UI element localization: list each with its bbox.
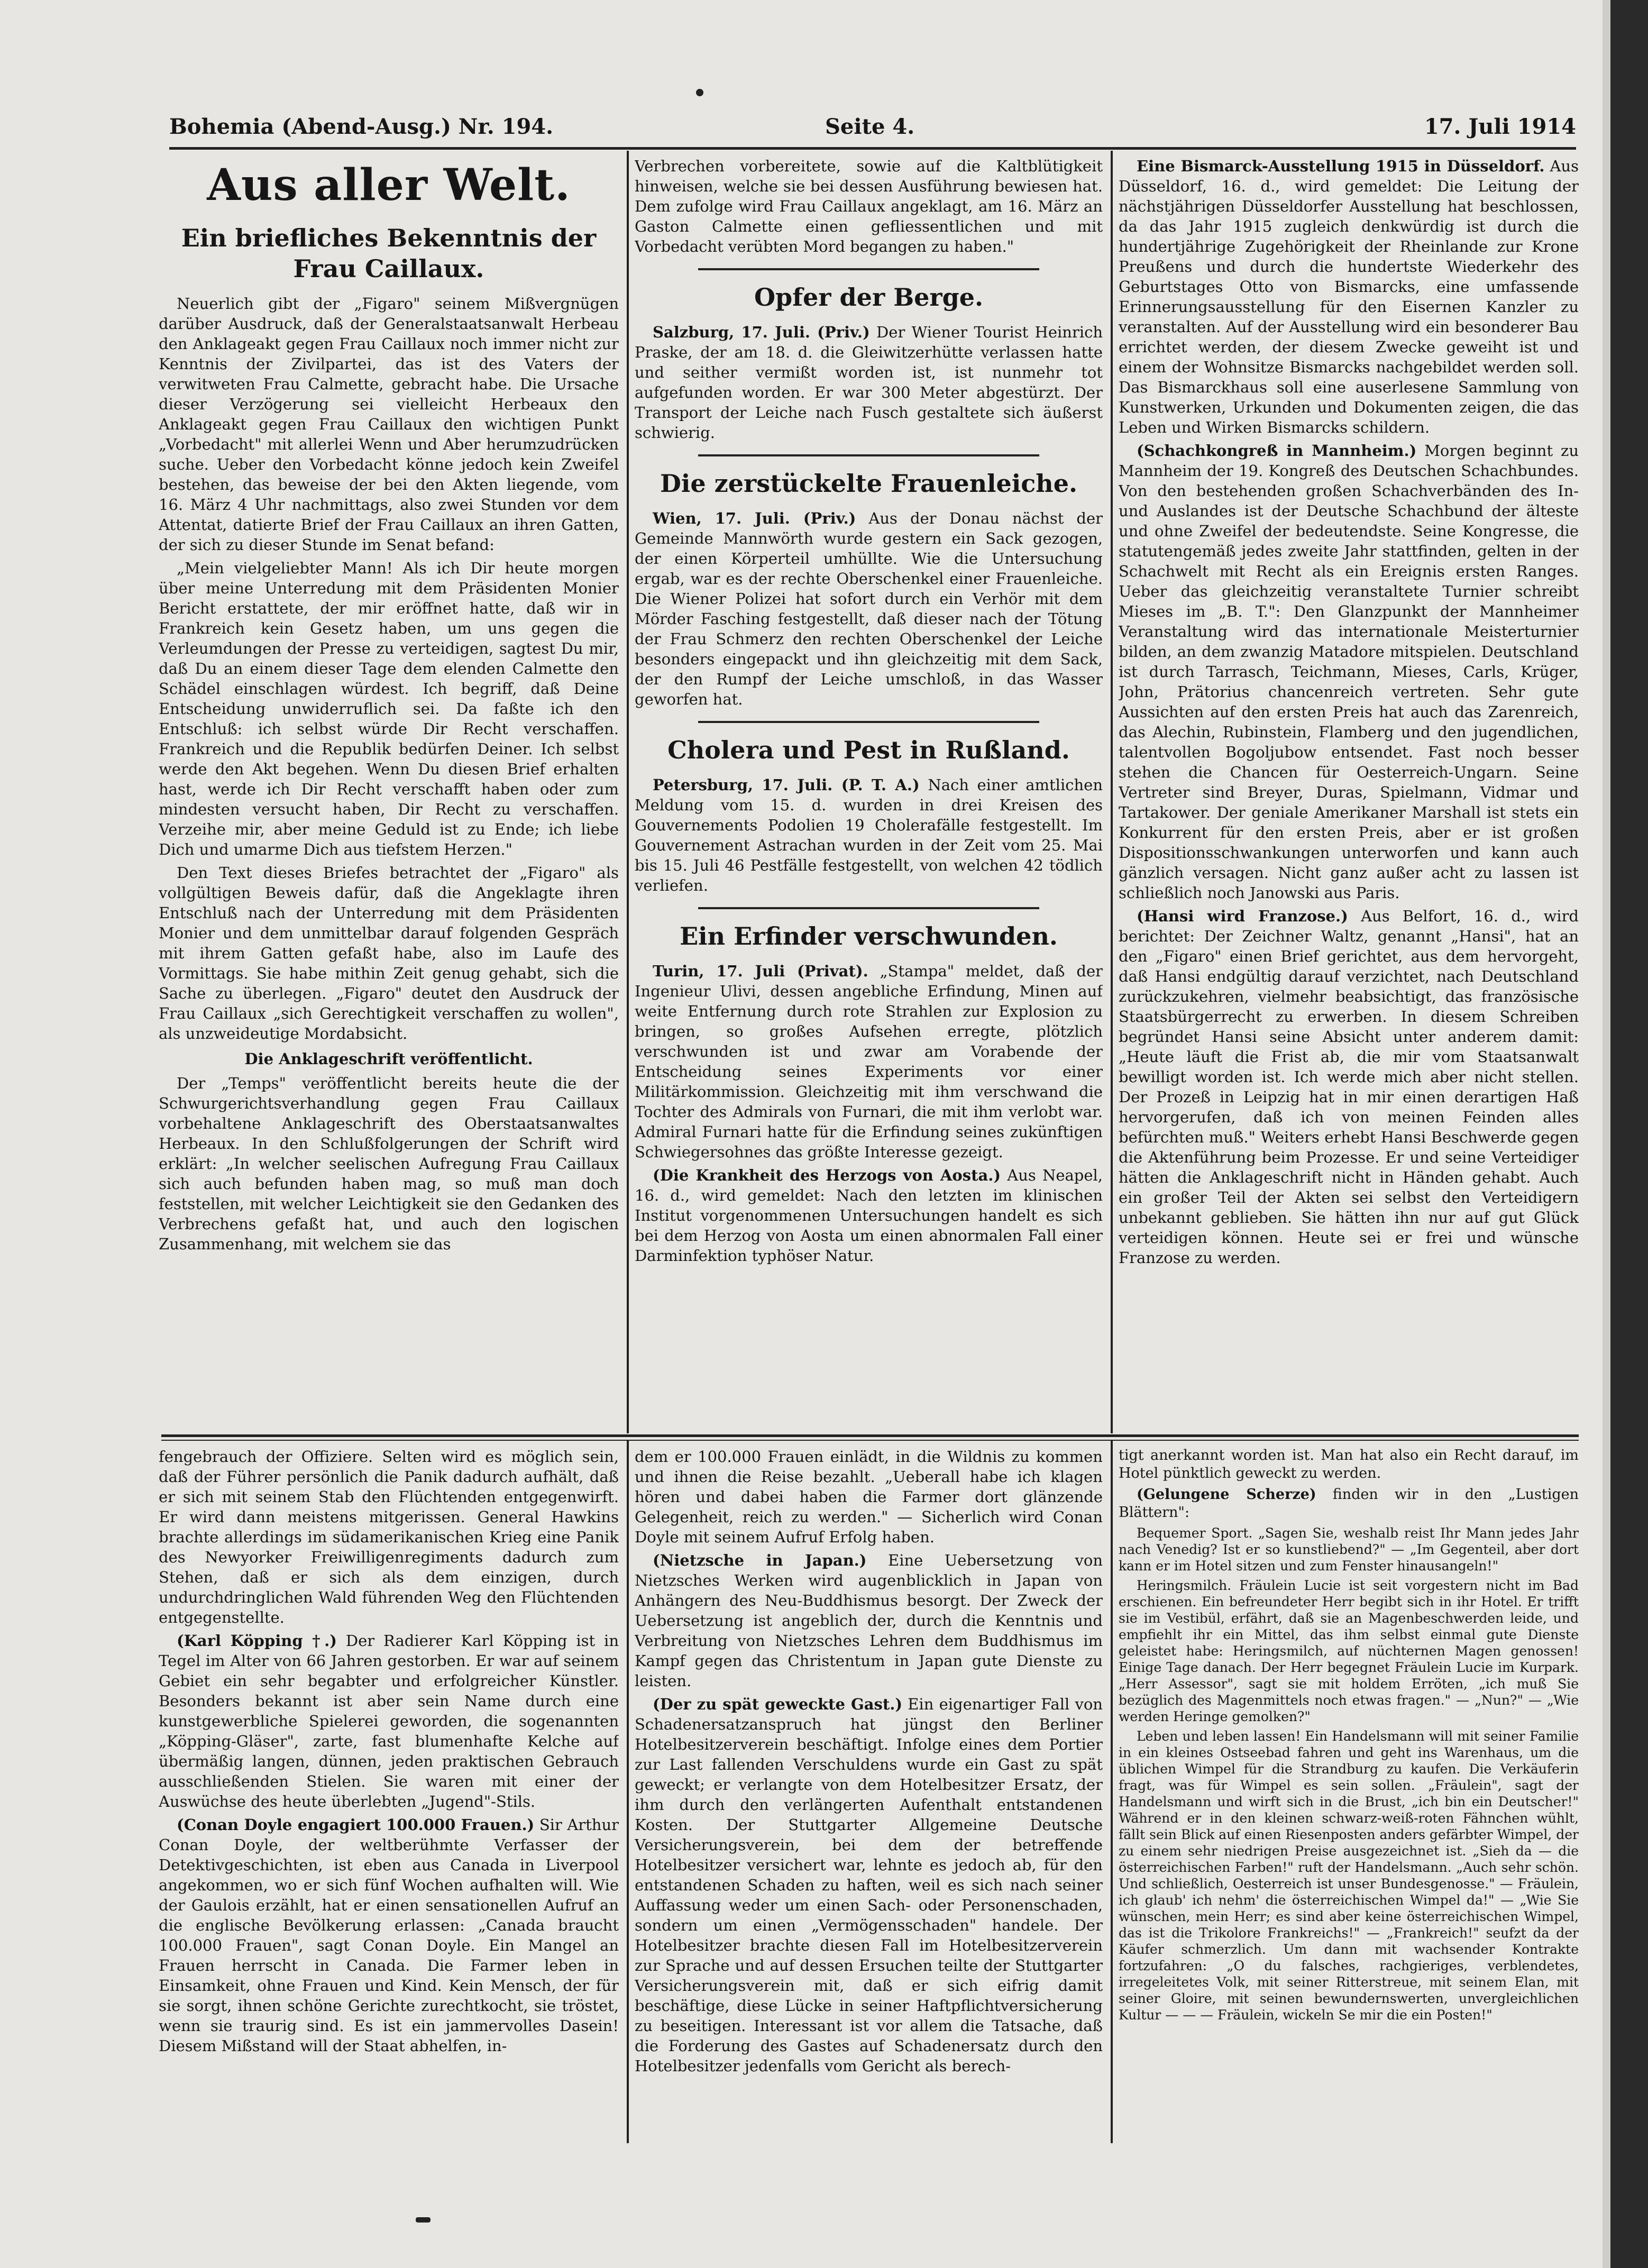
column-2 bbox=[635, 156, 1103, 1431]
article-separator bbox=[698, 454, 1039, 456]
dateline: Eine Bismarck-Ausstellung 1915 in Düsseldorf. bbox=[1137, 157, 1545, 175]
article-separator bbox=[698, 268, 1039, 270]
article-paragraph: tigt anerkannt worden ist. Man hat also ein Recht darauf, im Hotel pünktlich geweckt zu werden. bbox=[1119, 1447, 1579, 1481]
article-text: Ein eigenartiger Fall von Schadenersatzanspruch hat jüngst den Berliner Hotelbesitzerverein beschäftigt. Infolge eines dem Portier zur Last fallenden Verschuldens wurde ein Gast zu spät geweckt; er verlangte von dem Hotelbesitzer Ersatz, der ihm durch den verlängerten Aufenthalt entstandenen Kosten. Der Stuttgarter Allgemeine Deutsche Versicherungsverein, bei dem der betreffende Hotelbesitzer versichert war, lehnte es jedoch ab, für den entstandenen Schaden zu haften, weil es sich nach seiner Auffassung weder um einen Sach- oder Personenschaden, sondern um einen „Vermögensschaden" handele. Der Hotelbesitzer brachte diesen Fall im Hotelbesitzerverein zur Sprache und auf dessen Ersuchen teilte der Stuttgarter Versicherungsverein mit, daß er sich eifrig damit beschäftige, diese Lücke in seiner Haftpflichtversicherung zu beseitigen. Interessant ist vor allem die Tatsache, daß die Forderung des Gastes auf Schadenersatz durch den Hotelbesitzer jedenfalls vom Gericht als berech- bbox=[635, 1695, 1103, 2075]
article-text: finden wir in den „Lustigen Blättern": bbox=[1119, 1486, 1579, 1521]
dateline: (Nietzsche in Japan.) bbox=[653, 1551, 867, 1569]
dateline: (Karl Köpping †.) bbox=[177, 1632, 337, 1650]
dateline: (Schachkongreß in Mannheim.) bbox=[1137, 442, 1417, 460]
article-text: Nach einer amtlichen Meldung vom 15. d. wurden in drei Kreisen des Gouvernements Podolien 19 Cholerafälle festgestellt. Im Gouvernement Astrachan wurden in der Zeit vom 25. Mai bis 15. Juli 46 Pestfälle festgestellt, von welchen 42 tödlich verliefen. bbox=[635, 776, 1103, 894]
article-paragraph: dem er 100.000 Frauen einlädt, in die Wildnis zu kommen und ihnen die Reise bezahlt. „Ueberall habe ich klagen hören und dabei haben die Farmer dort glänzende Gelegenheit, reich zu werden." — Sicherlich wird Conan Doyle mit seinem Aufruf Erfolg haben. bbox=[635, 1448, 1103, 1546]
page-header bbox=[169, 108, 1576, 145]
ink-dot bbox=[696, 89, 703, 96]
article-paragraph: Verbrechen vorbereitete, sowie auf die Kaltblütigkeit hinweisen, welche sie bei dessen Ausführung bewiesen hat. Dem zufolge wird Frau Caillaux angeklagt, am 16. März an Gaston Calmette einen gefliessentlichen und mit Vorbedacht verübten Mord begangen zu haben." bbox=[635, 157, 1103, 255]
column-3 bbox=[1119, 156, 1579, 1431]
article-headline-frauenleiche: Die zerstückelte Frauenleiche. bbox=[660, 469, 1077, 498]
masthead: Bohemia (Abend-Ausg.) Nr. 194. bbox=[169, 114, 554, 139]
article-text: Aus Düsseldorf, 16. d., wird gemeldet: Die Leitung der nächstjährigen Düsseldorfer Ausstellung hat beschlossen, da das Jahr 1915 zugleich denkwürdig ist durch die hundertjährige Zugehörigkeit der Rheinlande zur Krone Preußens und durch die hundertste Wiederkehr des Geburtstages Otto von Bismarcks, eine umfassende Erinnerungsausstellung für den Eisernen Kanzler zu veranstalten. Auf der Ausstellung wird ein besonderer Bau errichtet werden, der diesem Zwecke geweiht ist und einem der Wohnsitze Bismarcks nachgebildet werden soll. Das Bismarckhaus soll eine auserlesene Sammlung von Kunstwerken, Urkunden und Dokumenten zeigen, die das Leben und Wirken Bismarcks schildern. bbox=[1119, 157, 1579, 436]
article-paragraph: Der „Temps" veröffentlicht bereits heute die der Schwurgerichtsverhandlung gegen Frau Caillaux vorbehaltene Anklageschrift des Oberstaatsanwaltes Herbeaux. In den Schlußfolgerungen der Schrift wird erklärt: „In welcher seelischen Aufregung Frau Caillaux sich auch befunden haben mag, so muß man doch feststellen, mit welcher Leichtigkeit sie den Gedanken des Verbrechens gefaßt hat, und auch den logischen Zusammenhang, mit welchem sie das bbox=[159, 1074, 619, 1253]
article-text: Aus der Donau nächst der Gemeinde Mannwörth wurde gestern ein Sack gezogen, der einen Körperteil umhüllte. Wie die Untersuchung ergab, war es der rechte Oberschenkel einer Frauenleiche. Die Wiener Polizei hat sofort durch ein Verhör mit dem Mörder Fasching festgestellt, daß dieser nach der Tötung der Frau Schmerz den rechten Oberschenkel der Leiche besonders eingepackt und ihn gleichzeitig mit dem Sack, der den Rumpf der Leiche umschloß, in das Wasser geworfen hat. bbox=[635, 509, 1103, 708]
joke-paragraph: Leben und leben lassen! Ein Handelsmann will mit seiner Familie in ein kleines Ostseebad fahren und geht ins Warenhaus, um die üblichen Wimpel für die Strandburg zu kaufen. Die Verkäuferin fragt, was für Wimpel es sein sollen. „Fräulein", sagt der Handelsmann und wirft sich in die Brust, „ich bin ein Deutscher!" Während er in den kleinen schwarz-weiß-roten Fähnchen wühlt, fällt sein Blick auf einen Riesenposten anders gefärbter Wimpel, der zu einem sehr niedrigen Preise ausgezeichnet ist. „Sieh da — die österreichischen Farben!" ruft der Handelsmann. „Auch sehr schön. Und schließlich, Oesterreich ist unser Bundesgenosse." — Fräulein, ich glaub' ich nehm' die österreichischen Wimpel da!" — „Wie Sie wünschen, mein Herr; es sind aber keine österreichischen Wimpel, das ist die Trikolore Frankreichs!" — „Frankreich!" seufzt da der Käufer schmerzlich. Um dann mit wachsender Kontrakte fortzufahren: „O du falsches, rachgieriges, verblendetes, irregeleitetes Volk, mit seiner Ritterstreue, mit seinem Elan, mit seiner Gloire, mit seinen bewundernswerten, unvergleichlichen Kultur — — — Fräulein, wickeln Se mir die ein Posten!" bbox=[1119, 1729, 1579, 2023]
dateline: (Hansi wird Franzose.) bbox=[1137, 907, 1348, 925]
article-separator bbox=[698, 907, 1039, 909]
joke-paragraph: Heringsmilch. Fräulein Lucie ist seit vorgestern nicht im Bad erschienen. Ein befreundeter Herr begibt sich in ihr Hotel. Er trifft sie im Vestibül, erfährt, daß sie an Magenbeschwerden leide, und empfiehlt ihr ein Mittel, das ihm selbst einmal gute Dienste geleistet habe: Heringsmilch, auf nüchternen Magen genossen! Einige Tage danach. Der Herr begegnet Fräulein Lucie im Kurpark. „Herr Assessor", sagt sie mit holdem Erröten, „ich muß Sie bezüglich des Magenmittels noch etwas fragen." — „Nun?" — „Wie werden Heringe gemolken?" bbox=[1119, 1578, 1579, 1724]
article-text: Eine Uebersetzung von Nietzsches Werken wird augenblicklich in Japan von Anhängern des Neu-Buddhismus besorgt. Der Zweck der Uebersetzung ist angeblich der, durch die Kenntnis und Verbreitung von Nietzsches Lehren dem Buddhismus im Kampf gegen das Christentum in Japan gute Dienste zu leisten. bbox=[635, 1551, 1103, 1690]
article-paragraph: fengebrauch der Offiziere. Selten wird es möglich sein, daß der Führer persönlich die Panik dadurch aufhält, daß er sich mit seinem Stab den Flüchtenden entgegenwirft. Er wird dann meistens mitgerissen. General Hawkins brachte allerdings im südamerikanischen Krieg eine Panik des Newyorker Freiwilligenregiments dadurch zum Stehen, daß er sich als dem einzigen, durch undurchdringlichen Wald führenden Weg den Flüchtenden entgegenstellte. bbox=[159, 1448, 619, 1626]
article-separator bbox=[698, 721, 1039, 723]
article-paragraph: „Mein vielgeliebter Mann! Als ich Dir heute morgen über meine Unterredung mit dem Präsidenten Monier Bericht erstattete, der mir eröffnet hatte, daß wir in Frankreich kein Gesetz haben, um uns gegen die Verleumdungen der Presse zu verteidigen, sagtest Du mir, daß Du an einem dieser Tage dem elenden Calmette den Schädel einschlagen würdest. Ich begriff, daß Deine Entscheidung unwiderruflich sei. Da faßte ich den Entschluß: ich selbst würde Dir Recht verschaffen. Frankreich und die Republik bedürfen Deiner. Ich selbst werde den Akt begehen. Wenn Du diesen Brief erhalten hast, werde ich Dir Recht verschafft haben oder zum mindesten versucht haben, Dir Recht zu verschaffen. Verzeihe mir, aber meine Geduld ist zu Ende; ich liebe Dich und umarme Dich aus tiefstem Herzen." bbox=[159, 559, 619, 858]
column-rule bbox=[627, 151, 629, 1433]
dateline: Salzburg, 17. Juli. (Priv.) bbox=[653, 323, 870, 341]
header-rule bbox=[169, 147, 1576, 150]
column-6 bbox=[1119, 1447, 1579, 2147]
article-text: Morgen beginnt zu Mannheim der 19. Kongreß des Deutschen Schachbundes. Von den bestehenden großen Schachverbänden des In- und Auslandes ist der Deutsche Schachbund der älteste und ohne Zweifel der bedeutendste. Seine Kongresse, die statutengemäß jedes zweite Jahr stattfinden, gelten in der Schachwelt mit Recht als ein Ereignis ersten Ranges. Ueber das gleichzeitig veranstaltete Turnier schreibt Mieses im „B. T.": Den Glanzpunkt der Mannheimer Veranstaltung wird das internationale Meisterturnier bilden, an dem zwanzig Matadore mitspielen. Deutschland ist durch Tarrasch, Teichmann, Mieses, Carls, Krüger, John, Prätorius chancenreich vertreten. Sehr gute Aussichten auf den ersten Preis hat auch das Zarenreich, das Alechin, Rubinstein, Flamberg und den jugendlichen, talentvollen Bogoljubow entsendet. Fast noch besser stehen die Chancen für Oesterreich-Ungarn. Seine Vertreter sind Breyer, Duras, Spielmann, Vidmar und Tartakower. Der geniale Amerikaner Marshall ist stets ein Konkurrent für den ersten Preis, aber er ist großen Dispositionsschwankungen unterworfen und kann auch gänzlich versagen. Nicht ganz außer acht zu lassen ist schließlich noch Janowski aus Paris. bbox=[1119, 442, 1579, 902]
article-headline-caillaux: Ein briefliches Bekenntnis der Frau Caillaux. bbox=[181, 224, 597, 283]
dateline: (Die Krankheit des Herzogs von Aosta.) bbox=[653, 1166, 1001, 1184]
article-headline-cholera: Cholera und Pest in Rußland. bbox=[667, 736, 1070, 764]
dateline: Turin, 17. Juli (Privat). bbox=[653, 962, 868, 980]
dateline: Wien, 17. Juli. (Priv.) bbox=[653, 509, 856, 527]
band-divider-thin bbox=[161, 1440, 1579, 1441]
column-rule bbox=[1111, 1440, 1113, 2143]
article-text: „Stampa" meldet, daß der Ingenieur Ulivi, dessen angebliche Erfindung, Minen auf weite Entfernung durch rote Strahlen zur Explosion zu bringen, so großes Aufsehen erregte, plötzlich verschwunden ist und zwar am Vorabende der Entscheidung seines Experiments vor einer Militärkommission. Gleichzeitig mit ihm verschwand die Tochter des Admirals von Furnari, die mit ihm verlobt war. Admiral Furnari hatte für die Erfindung seines zukünftigen Schwiegersohnes das größte Interesse gezeigt. bbox=[635, 962, 1103, 1161]
column-1 bbox=[159, 156, 619, 1431]
dateline: (Gelungene Scherze) bbox=[1137, 1486, 1316, 1503]
column-4 bbox=[159, 1447, 619, 2147]
dateline: (Der zu spät geweckte Gast.) bbox=[653, 1695, 903, 1713]
issue-date: 17. Juli 1914 bbox=[1424, 114, 1576, 139]
article-headline-erfinder: Ein Erfinder verschwunden. bbox=[680, 922, 1058, 950]
article-subheading: Die Anklageschrift veröffentlicht. bbox=[244, 1050, 533, 1068]
column-5 bbox=[635, 1447, 1103, 2147]
article-paragraph: Neuerlich gibt der „Figaro" seinem Mißvergnügen darüber Ausdruck, daß der Generalstaatsanwalt Herbeau den Anklageakt gegen Frau Caillaux noch immer nicht zur Kenntnis der Zivilpartei, das ist des Vaters der verwitweten Frau Calmette, gebracht habe. Die Ursache dieser Verzögerung sei vielleicht Herbeaux den Anklageakt gegen Frau Caillaux den wichtigen Punkt „Vorbedacht" mit allerlei Wenn und Aber herumzudrücken suche. Ueber den Vorbedacht könne jedoch kein Zweifel bestehen, das beweise der bei den Akten liegende, vom 16. März 4 Uhr nachmittags, also zwei Stunden vor dem Attentat, datierte Brief der Frau Caillaux an ihren Gatten, der sich zu dieser Stunde im Senat befand: bbox=[159, 295, 619, 554]
ink-mark bbox=[416, 2217, 431, 2223]
dateline: (Conan Doyle engagiert 100.000 Frauen.) bbox=[177, 1816, 535, 1834]
joke-paragraph: Bequemer Sport. „Sagen Sie, weshalb reist Ihr Mann jedes Jahr nach Venedig? Ist er so kunstliebend?" — „Im Gegenteil, aber dort kann er im Hotel sitzen und zum Fenster hinausangeln!" bbox=[1119, 1525, 1579, 1574]
band-divider bbox=[161, 1434, 1579, 1437]
article-text: Der Wiener Tourist Heinrich Praske, der am 18. d. die Gleiwitzerhütte verlassen hatte und seither vermißt worden ist, ist nunmehr tot aufgefunden worden. Er war 300 Meter abgestürzt. Der Transport der Leiche nach Fusch gestaltete sich äußerst schwierig. bbox=[635, 323, 1103, 442]
article-headline-berge: Opfer der Berge. bbox=[754, 283, 984, 312]
article-paragraph: Den Text dieses Briefes betrachtet der „Figaro" als vollgültigen Beweis dafür, daß die Angeklagte ihren Entschluß nach der Unterredung mit dem Präsidenten Monier und dem unmittelbar darauf folgenden Gespräch mit ihrem Gatten gefaßt habe, also im Laufe des Vormittags. Sie habe mithin Zeit genug gehabt, sich die Sache zu überlegen. „Figaro" deutet den Ausdruck der Frau Caillaux „sich Gerechtigkeit verschaffen zu wollen", als unzweideutige Mordabsicht. bbox=[159, 864, 619, 1042]
column-rule bbox=[627, 1440, 629, 2143]
article-text: Der Radierer Karl Köpping ist in Tegel im Alter von 66 Jahren gestorben. Er war auf seinem Gebiet ein sehr begabter und erfolgreicher Künstler. Besonders bekannt ist aber sein Name durch eine kunstgewerbliche Spielerei geworden, die sogenannten „Köpping-Gläser", zarte, fast blumenhafte Kelche auf übermäßig langen, dünnen, jeden praktischen Gebrauch ausschließenden Stielen. Sie waren mit einer der Auswüchse des heute überlebten „Jugend"-Stils. bbox=[159, 1632, 619, 1810]
article-text: Aus Neapel, 16. d., wird gemeldet: Nach den letzten im klinischen Institut vorgenommenen Untersuchungen handelt es sich bei dem Herzog von Aosta um einen abnormalen Fall einer Darminfektion typhöser Natur. bbox=[635, 1166, 1103, 1265]
article-text: Aus Belfort, 16. d., wird berichtet: Der Zeichner Waltz, genannt „Hansi", hat an den „Figaro" einen Brief gerichtet, aus dem hervorgeht, daß Hansi endgültig darauf verzichtet, nach Deutschland zurückzukehren, vielmehr beabsichtigt, das französische Staatsbürgerrecht zu erwerben. In diesem Schreiben begründet Hansi seine Absicht unter anderem damit: „Heute läuft die Frist ab, die mir vom Staatsanwalt bewilligt worden ist. Ich werde mich aber nicht stellen. Der Prozeß in Leipzig hat in mir einen derartigen Haß hervorgerufen, daß ich von meinen Feinden alles befürchten muß." Weiters erhebt Hansi Beschwerde gegen die Aktenführung beim Prozesse. Er und seine Verteidiger hätten die Anklageschrift nicht in Händen gehabt. Auch ein großer Teil der Akten sei selbst den Verteidigern unbekannt geblieben. Sie hätten ihn nur auf gut Glück verteidigen können. Heute sei er frei und wünsche Franzose zu werden. bbox=[1119, 907, 1579, 1267]
scan-background-edge bbox=[1610, 0, 1648, 2268]
column-rule bbox=[1111, 151, 1113, 1433]
dateline: Petersburg, 17. Juli. (P. T. A.) bbox=[653, 776, 920, 794]
article-text: Sir Arthur Conan Doyle, der weltberühmte Verfasser der Detektivgeschichten, ist eben aus Canada in Liverpool angekommen, wo er sich fünf Wochen aufhalten will. Wie der Gaulois erzählt, hat er einen sensationellen Aufruf an die englische Bevölkerung erlassen: „Canada braucht 100.000 Frauen", sagt Conan Doyle. Ein Mangel an Frauen herrscht in Canada. Die Farmer leben in Einsamkeit, ohne Frauen und Kind. Kein Mensch, der für sie sorgt, ihnen schöne Gerichte zurechtkocht, sie tröstet, wenn sie traurig sind. Es ist ein jammervolles Dasein! Diesem Mißstand will der Staat abhelfen, in- bbox=[159, 1816, 619, 2055]
page-number: Seite 4. bbox=[825, 114, 915, 139]
section-title: Aus aller Welt. bbox=[207, 160, 571, 211]
